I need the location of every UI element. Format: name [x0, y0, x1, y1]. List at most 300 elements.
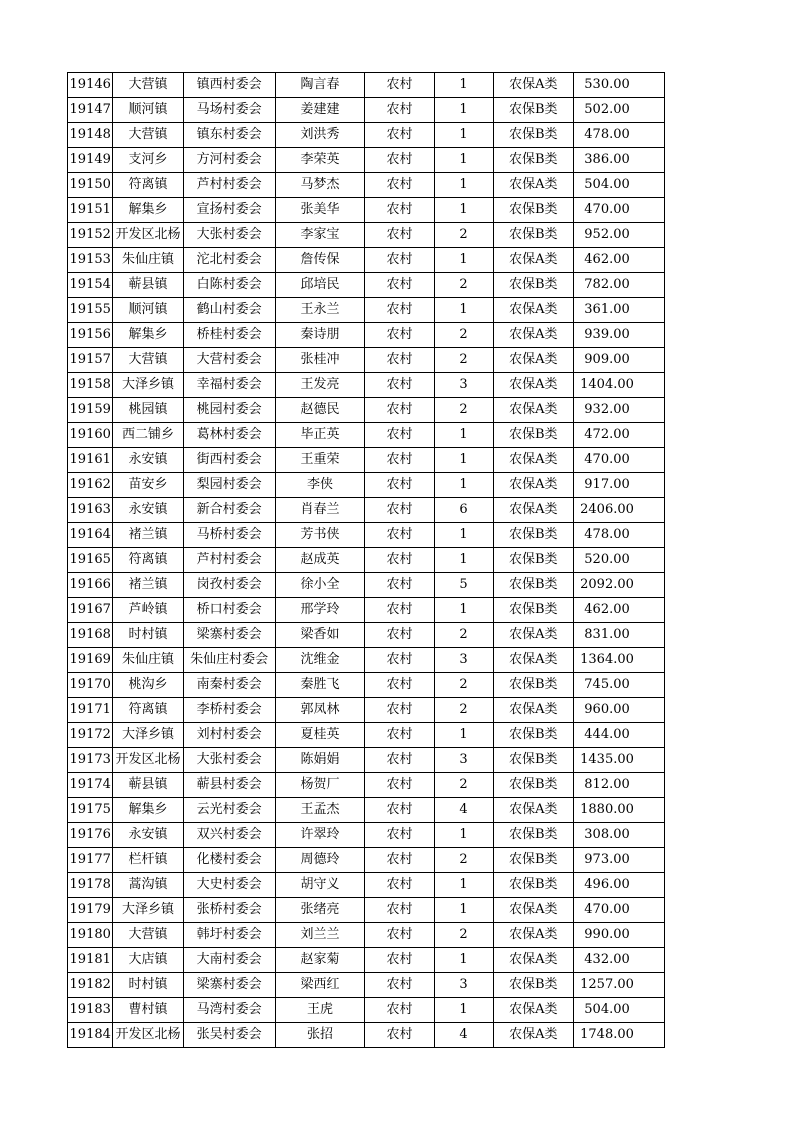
household-count-cell: 4 [434, 1023, 493, 1048]
area-type-cell: 农村 [365, 798, 434, 823]
insurance-category-cell: 农保A类 [493, 648, 574, 673]
amount-cell: 2406.00 [574, 498, 665, 523]
record-id-cell: 19182 [68, 973, 113, 998]
person-name-cell: 张美华 [275, 198, 365, 223]
table-row [68, 898, 665, 923]
amount-cell: 361.00 [574, 298, 665, 323]
insurance-category-cell: 农保A类 [493, 1023, 574, 1048]
table-row [68, 598, 665, 623]
town-cell: 大泽乡镇 [113, 898, 183, 923]
table-row [68, 98, 665, 123]
village-committee-cell: 葛林村委会 [183, 423, 275, 448]
record-id-cell: 19151 [68, 198, 113, 223]
insurance-category-cell: 农保B类 [493, 423, 574, 448]
amount-cell: 973.00 [574, 848, 665, 873]
record-id-cell: 19177 [68, 848, 113, 873]
person-name-cell: 陶言春 [275, 73, 365, 98]
town-cell: 符离镇 [113, 173, 183, 198]
area-type-cell: 农村 [365, 323, 434, 348]
table-row [68, 248, 665, 273]
area-type-cell: 农村 [365, 848, 434, 873]
area-type-cell: 农村 [365, 673, 434, 698]
record-id-cell: 19158 [68, 373, 113, 398]
village-committee-cell: 马桥村委会 [183, 523, 275, 548]
household-count-cell: 1 [434, 473, 493, 498]
village-committee-cell: 蕲县村委会 [183, 773, 275, 798]
town-cell: 符离镇 [113, 548, 183, 573]
town-cell: 蒿沟镇 [113, 873, 183, 898]
table-row [68, 523, 665, 548]
village-committee-cell: 朱仙庄村委会 [183, 648, 275, 673]
record-id-cell: 19149 [68, 148, 113, 173]
person-name-cell: 梁西红 [275, 973, 365, 998]
person-name-cell: 李荣英 [275, 148, 365, 173]
town-cell: 开发区北杨 [113, 223, 183, 248]
village-committee-cell: 大史村委会 [183, 873, 275, 898]
area-type-cell: 农村 [365, 73, 434, 98]
household-count-cell: 1 [434, 723, 493, 748]
insurance-category-cell: 农保A类 [493, 373, 574, 398]
town-cell: 曹村镇 [113, 998, 183, 1023]
village-committee-cell: 张桥村委会 [183, 898, 275, 923]
table-row [68, 848, 665, 873]
town-cell: 永安镇 [113, 448, 183, 473]
insurance-category-cell: 农保A类 [493, 473, 574, 498]
person-name-cell: 赵成英 [275, 548, 365, 573]
household-count-cell: 1 [434, 548, 493, 573]
village-committee-cell: 张吴村委会 [183, 1023, 275, 1048]
village-committee-cell: 镇东村委会 [183, 123, 275, 148]
village-committee-cell: 宣扬村委会 [183, 198, 275, 223]
area-type-cell: 农村 [365, 948, 434, 973]
record-id-cell: 19181 [68, 948, 113, 973]
household-count-cell: 1 [434, 823, 493, 848]
area-type-cell: 农村 [365, 273, 434, 298]
insurance-category-cell: 农保A类 [493, 898, 574, 923]
insurance-category-cell: 农保A类 [493, 73, 574, 98]
area-type-cell: 农村 [365, 98, 434, 123]
table-row [68, 648, 665, 673]
person-name-cell: 邢学玲 [275, 598, 365, 623]
insurance-category-cell: 农保A类 [493, 948, 574, 973]
household-count-cell: 2 [434, 848, 493, 873]
village-committee-cell: 韩圩村委会 [183, 923, 275, 948]
village-committee-cell: 大张村委会 [183, 223, 275, 248]
area-type-cell: 农村 [365, 198, 434, 223]
record-id-cell: 19157 [68, 348, 113, 373]
insurance-category-cell: 农保B类 [493, 198, 574, 223]
record-id-cell: 19166 [68, 573, 113, 598]
record-id-cell: 19179 [68, 898, 113, 923]
amount-cell: 745.00 [574, 673, 665, 698]
amount-cell: 470.00 [574, 448, 665, 473]
record-id-cell: 19164 [68, 523, 113, 548]
town-cell: 开发区北杨 [113, 748, 183, 773]
table-row [68, 323, 665, 348]
person-name-cell: 徐小全 [275, 573, 365, 598]
person-name-cell: 夏桂英 [275, 723, 365, 748]
record-id-cell: 19184 [68, 1023, 113, 1048]
amount-cell: 470.00 [574, 198, 665, 223]
household-count-cell: 6 [434, 498, 493, 523]
town-cell: 符离镇 [113, 698, 183, 723]
amount-cell: 470.00 [574, 898, 665, 923]
person-name-cell: 张桂冲 [275, 348, 365, 373]
person-name-cell: 秦诗朋 [275, 323, 365, 348]
town-cell: 大营镇 [113, 923, 183, 948]
village-committee-cell: 梁寨村委会 [183, 623, 275, 648]
person-name-cell: 沈维金 [275, 648, 365, 673]
table-row [68, 273, 665, 298]
person-name-cell: 邱培民 [275, 273, 365, 298]
town-cell: 顺河镇 [113, 98, 183, 123]
record-id-cell: 19155 [68, 298, 113, 323]
insurance-category-cell: 农保A类 [493, 348, 574, 373]
table-row [68, 223, 665, 248]
village-committee-cell: 幸福村委会 [183, 373, 275, 398]
area-type-cell: 农村 [365, 873, 434, 898]
person-name-cell: 胡守义 [275, 873, 365, 898]
town-cell: 解集乡 [113, 323, 183, 348]
insurance-category-cell: 农保A类 [493, 498, 574, 523]
town-cell: 栏杆镇 [113, 848, 183, 873]
table-row [68, 473, 665, 498]
village-committee-cell: 云光村委会 [183, 798, 275, 823]
area-type-cell: 农村 [365, 723, 434, 748]
table-row [68, 948, 665, 973]
area-type-cell: 农村 [365, 173, 434, 198]
person-name-cell: 陈娟娟 [275, 748, 365, 773]
village-committee-cell: 桥口村委会 [183, 598, 275, 623]
town-cell: 大营镇 [113, 348, 183, 373]
village-committee-cell: 岗孜村委会 [183, 573, 275, 598]
amount-cell: 960.00 [574, 698, 665, 723]
town-cell: 桃园镇 [113, 398, 183, 423]
area-type-cell: 农村 [365, 523, 434, 548]
person-name-cell: 赵德民 [275, 398, 365, 423]
village-committee-cell: 新合村委会 [183, 498, 275, 523]
record-id-cell: 19167 [68, 598, 113, 623]
household-count-cell: 1 [434, 898, 493, 923]
household-count-cell: 1 [434, 198, 493, 223]
amount-cell: 812.00 [574, 773, 665, 798]
town-cell: 芦岭镇 [113, 598, 183, 623]
town-cell: 大泽乡镇 [113, 373, 183, 398]
person-name-cell: 李家宝 [275, 223, 365, 248]
record-id-cell: 19183 [68, 998, 113, 1023]
village-committee-cell: 双兴村委会 [183, 823, 275, 848]
amount-cell: 462.00 [574, 248, 665, 273]
record-id-cell: 19176 [68, 823, 113, 848]
record-id-cell: 19173 [68, 748, 113, 773]
person-name-cell: 詹传保 [275, 248, 365, 273]
household-count-cell: 1 [434, 423, 493, 448]
records-body [68, 73, 665, 1048]
village-committee-cell: 大南村委会 [183, 948, 275, 973]
area-type-cell: 农村 [365, 398, 434, 423]
person-name-cell: 李侠 [275, 473, 365, 498]
table-row [68, 673, 665, 698]
insurance-category-cell: 农保A类 [493, 623, 574, 648]
record-id-cell: 19152 [68, 223, 113, 248]
insurance-category-cell: 农保B类 [493, 598, 574, 623]
town-cell: 解集乡 [113, 798, 183, 823]
town-cell: 支河乡 [113, 148, 183, 173]
town-cell: 大营镇 [113, 73, 183, 98]
area-type-cell: 农村 [365, 423, 434, 448]
household-count-cell: 2 [434, 398, 493, 423]
table-row [68, 448, 665, 473]
insurance-category-cell: 农保B类 [493, 123, 574, 148]
amount-cell: 939.00 [574, 323, 665, 348]
insurance-category-cell: 农保A类 [493, 398, 574, 423]
table-row [68, 573, 665, 598]
amount-cell: 2092.00 [574, 573, 665, 598]
village-committee-cell: 沱北村委会 [183, 248, 275, 273]
amount-cell: 917.00 [574, 473, 665, 498]
person-name-cell: 许翠玲 [275, 823, 365, 848]
village-committee-cell: 大营村委会 [183, 348, 275, 373]
record-id-cell: 19163 [68, 498, 113, 523]
person-name-cell: 芳书侠 [275, 523, 365, 548]
person-name-cell: 王虎 [275, 998, 365, 1023]
area-type-cell: 农村 [365, 148, 434, 173]
household-count-cell: 1 [434, 598, 493, 623]
town-cell: 永安镇 [113, 823, 183, 848]
village-committee-cell: 芦村村委会 [183, 173, 275, 198]
village-committee-cell: 鹤山村委会 [183, 298, 275, 323]
household-count-cell: 1 [434, 173, 493, 198]
insurance-category-cell: 农保A类 [493, 923, 574, 948]
village-committee-cell: 芦村村委会 [183, 548, 275, 573]
household-count-cell: 2 [434, 773, 493, 798]
amount-cell: 432.00 [574, 948, 665, 973]
person-name-cell: 毕正英 [275, 423, 365, 448]
table-row [68, 73, 665, 98]
amount-cell: 1257.00 [574, 973, 665, 998]
table-row [68, 698, 665, 723]
household-count-cell: 1 [434, 148, 493, 173]
town-cell: 大营镇 [113, 123, 183, 148]
amount-cell: 782.00 [574, 273, 665, 298]
area-type-cell: 农村 [365, 748, 434, 773]
record-id-cell: 19156 [68, 323, 113, 348]
table-row [68, 148, 665, 173]
town-cell: 蕲县镇 [113, 773, 183, 798]
area-type-cell: 农村 [365, 1023, 434, 1048]
person-name-cell: 刘洪秀 [275, 123, 365, 148]
area-type-cell: 农村 [365, 923, 434, 948]
table-row [68, 498, 665, 523]
area-type-cell: 农村 [365, 248, 434, 273]
insurance-category-cell: 农保B类 [493, 848, 574, 873]
area-type-cell: 农村 [365, 973, 434, 998]
insurance-category-cell: 农保B类 [493, 98, 574, 123]
person-name-cell: 姜建建 [275, 98, 365, 123]
village-committee-cell: 梨园村委会 [183, 473, 275, 498]
household-count-cell: 1 [434, 98, 493, 123]
record-id-cell: 19169 [68, 648, 113, 673]
record-id-cell: 19146 [68, 73, 113, 98]
town-cell: 褚兰镇 [113, 573, 183, 598]
amount-cell: 831.00 [574, 623, 665, 648]
household-count-cell: 3 [434, 373, 493, 398]
record-id-cell: 19172 [68, 723, 113, 748]
record-id-cell: 19171 [68, 698, 113, 723]
area-type-cell: 农村 [365, 473, 434, 498]
table-row [68, 723, 665, 748]
table-row [68, 123, 665, 148]
table-row [68, 1023, 665, 1048]
amount-cell: 478.00 [574, 523, 665, 548]
household-count-cell: 2 [434, 923, 493, 948]
person-name-cell: 肖春兰 [275, 498, 365, 523]
table-row [68, 373, 665, 398]
amount-cell: 504.00 [574, 173, 665, 198]
table-row [68, 173, 665, 198]
table-row [68, 623, 665, 648]
person-name-cell: 周德玲 [275, 848, 365, 873]
household-count-cell: 1 [434, 248, 493, 273]
insurance-category-cell: 农保B类 [493, 148, 574, 173]
household-count-cell: 1 [434, 948, 493, 973]
town-cell: 朱仙庄镇 [113, 648, 183, 673]
amount-cell: 386.00 [574, 148, 665, 173]
insurance-category-cell: 农保A类 [493, 698, 574, 723]
amount-cell: 909.00 [574, 348, 665, 373]
insurance-category-cell: 农保B类 [493, 773, 574, 798]
town-cell: 大泽乡镇 [113, 723, 183, 748]
area-type-cell: 农村 [365, 498, 434, 523]
village-committee-cell: 大张村委会 [183, 748, 275, 773]
household-count-cell: 2 [434, 323, 493, 348]
area-type-cell: 农村 [365, 648, 434, 673]
record-id-cell: 19148 [68, 123, 113, 148]
amount-cell: 504.00 [574, 998, 665, 1023]
area-type-cell: 农村 [365, 898, 434, 923]
town-cell: 解集乡 [113, 198, 183, 223]
insurance-category-cell: 农保B类 [493, 273, 574, 298]
person-name-cell: 梁香如 [275, 623, 365, 648]
town-cell: 开发区北杨 [113, 1023, 183, 1048]
village-committee-cell: 李桥村委会 [183, 698, 275, 723]
area-type-cell: 农村 [365, 373, 434, 398]
person-name-cell: 秦胜飞 [275, 673, 365, 698]
insurance-category-cell: 农保B类 [493, 673, 574, 698]
area-type-cell: 农村 [365, 823, 434, 848]
household-count-cell: 1 [434, 523, 493, 548]
record-id-cell: 19150 [68, 173, 113, 198]
area-type-cell: 农村 [365, 223, 434, 248]
area-type-cell: 农村 [365, 998, 434, 1023]
amount-cell: 1404.00 [574, 373, 665, 398]
person-name-cell: 张招 [275, 1023, 365, 1048]
amount-cell: 520.00 [574, 548, 665, 573]
table-row [68, 823, 665, 848]
town-cell: 苗安乡 [113, 473, 183, 498]
table-row [68, 923, 665, 948]
insurance-category-cell: 农保B类 [493, 723, 574, 748]
table-row [68, 798, 665, 823]
record-id-cell: 19160 [68, 423, 113, 448]
household-count-cell: 1 [434, 873, 493, 898]
record-id-cell: 19168 [68, 623, 113, 648]
table-row [68, 198, 665, 223]
insurance-category-cell: 农保A类 [493, 448, 574, 473]
village-committee-cell: 街西村委会 [183, 448, 275, 473]
household-count-cell: 1 [434, 448, 493, 473]
table-row [68, 548, 665, 573]
household-count-cell: 1 [434, 73, 493, 98]
area-type-cell: 农村 [365, 448, 434, 473]
insurance-category-cell: 农保B类 [493, 223, 574, 248]
town-cell: 永安镇 [113, 498, 183, 523]
insurance-category-cell: 农保B类 [493, 873, 574, 898]
area-type-cell: 农村 [365, 698, 434, 723]
record-id-cell: 19159 [68, 398, 113, 423]
amount-cell: 472.00 [574, 423, 665, 448]
village-committee-cell: 桥桂村委会 [183, 323, 275, 348]
town-cell: 大店镇 [113, 948, 183, 973]
table-row [68, 348, 665, 373]
record-id-cell: 19153 [68, 248, 113, 273]
household-count-cell: 5 [434, 573, 493, 598]
amount-cell: 1880.00 [574, 798, 665, 823]
person-name-cell: 王重荣 [275, 448, 365, 473]
household-count-cell: 3 [434, 648, 493, 673]
area-type-cell: 农村 [365, 298, 434, 323]
record-id-cell: 19180 [68, 923, 113, 948]
household-count-cell: 2 [434, 623, 493, 648]
area-type-cell: 农村 [365, 348, 434, 373]
person-name-cell: 杨贺厂 [275, 773, 365, 798]
village-committee-cell: 马湾村委会 [183, 998, 275, 1023]
person-name-cell: 王发亮 [275, 373, 365, 398]
record-id-cell: 19154 [68, 273, 113, 298]
village-committee-cell: 刘村村委会 [183, 723, 275, 748]
amount-cell: 952.00 [574, 223, 665, 248]
insurance-category-cell: 农保B类 [493, 573, 574, 598]
insurance-category-cell: 农保B类 [493, 523, 574, 548]
area-type-cell: 农村 [365, 598, 434, 623]
amount-cell: 308.00 [574, 823, 665, 848]
village-committee-cell: 南秦村委会 [183, 673, 275, 698]
records-table [67, 72, 665, 1048]
record-id-cell: 19178 [68, 873, 113, 898]
amount-cell: 530.00 [574, 73, 665, 98]
record-id-cell: 19161 [68, 448, 113, 473]
amount-cell: 990.00 [574, 923, 665, 948]
table-row [68, 973, 665, 998]
amount-cell: 1435.00 [574, 748, 665, 773]
village-committee-cell: 桃园村委会 [183, 398, 275, 423]
insurance-category-cell: 农保A类 [493, 798, 574, 823]
insurance-category-cell: 农保A类 [493, 173, 574, 198]
area-type-cell: 农村 [365, 773, 434, 798]
town-cell: 顺河镇 [113, 298, 183, 323]
amount-cell: 444.00 [574, 723, 665, 748]
town-cell: 时村镇 [113, 973, 183, 998]
town-cell: 蕲县镇 [113, 273, 183, 298]
household-count-cell: 1 [434, 998, 493, 1023]
insurance-category-cell: 农保A类 [493, 248, 574, 273]
insurance-category-cell: 农保A类 [493, 998, 574, 1023]
person-name-cell: 赵家菊 [275, 948, 365, 973]
household-count-cell: 4 [434, 798, 493, 823]
village-committee-cell: 白陈村委会 [183, 273, 275, 298]
table-row [68, 873, 665, 898]
record-id-cell: 19162 [68, 473, 113, 498]
